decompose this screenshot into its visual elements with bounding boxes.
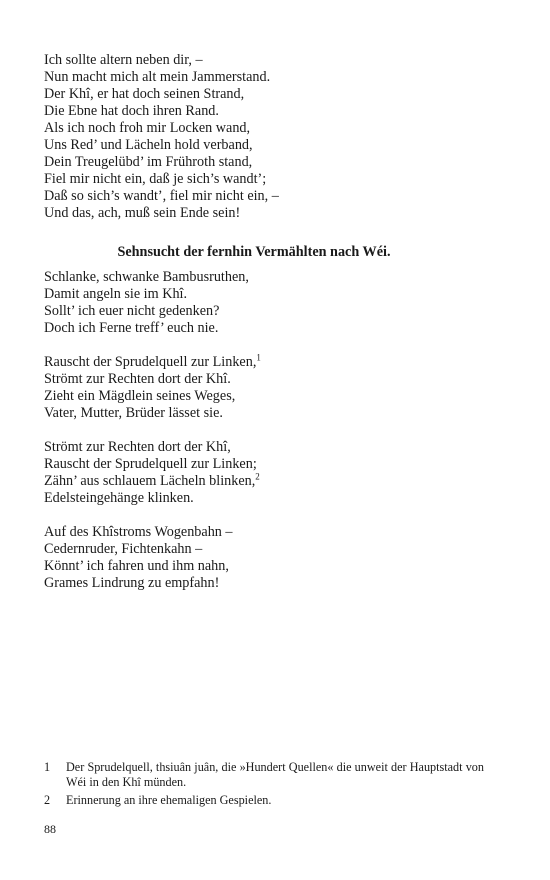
footnote-ref-2[interactable]: 2 [255,471,260,482]
poem-continuation [44,52,484,222]
footnote-2 [44,793,484,808]
verse-line: Grames Lindrung zu empfahn! [44,575,220,591]
verse-line: Strömt zur Rechten dort der Khî. [44,371,231,387]
poem-title: Sehnsucht der fernhin Vermählten nach Wéi. [117,244,391,260]
verse-line: Der Khî, er hat doch seinen Strand, [44,86,245,102]
stanza-1 [44,269,484,337]
page-number: 88 [44,822,56,836]
verse-line: Dein Treugelübd’ im Frühroth stand, [44,154,253,170]
stanza-3 [44,439,484,507]
verse-line: Vater, Mutter, Brüder lässet sie. [44,405,223,421]
verse-line [44,354,484,371]
stanza [44,52,484,222]
verse-line: Edelsteingehänge klinken. [44,490,194,506]
verse-line: Cedernruder, Fichtenkahn – [44,541,203,557]
verse-line: Die Ebne hat doch ihren Rand. [44,103,219,119]
verse-line [44,473,484,490]
footnote-number: 1 [44,760,51,774]
verse-line: Doch ich Ferne treff’ euch nie. [44,320,219,336]
verse-line: Ich sollte altern neben dir, – [44,52,203,68]
footnote-number: 2 [44,793,51,807]
verse-line: Auf des Khîstroms Wogenbahn – [44,524,233,540]
footnote-ref-1[interactable]: 1 [256,352,261,363]
verse-text: Rauscht der Sprudelquell zur Linken, [44,354,257,370]
stanza-2 [44,354,484,422]
stanza-4 [44,524,484,592]
verse-line: Zieht ein Mägdlein seines Weges, [44,388,236,404]
footnote-1 [44,760,484,790]
verse-line: Schlanke, schwanke Bambusruthen, [44,269,249,285]
verse-line: Damit angeln sie im Khî. [44,286,188,302]
verse-text: Zähn’ aus schlauem Lächeln blinken, [44,473,256,489]
verse-line: Nun macht mich alt mein Jammerstand. [44,69,271,85]
verse-line: Uns Red’ und Lächeln hold verband, [44,137,253,153]
verse-line: Rauscht der Sprudelquell zur Linken; [44,456,257,472]
verse-line: Könnt’ ich fahren und ihm nahn, [44,558,229,574]
verse-line: Und das, ach, muß sein Ende sein! [44,205,241,221]
footnote-text: Der Sprudelquell, thsiuân juân, die »Hundert Quellen« die unweit der Hauptstadt von Wéi in den Khî münden. [66,760,484,789]
footnote-text: Erinnerung an ihre ehemaligen Gespielen. [66,793,272,807]
verse-line: Strömt zur Rechten dort der Khî, [44,439,231,455]
footnotes [44,760,484,811]
verse-line: Fiel mir nicht ein, daß je sich’s wandt’; [44,171,267,187]
verse-line: Daß so sich’s wandt’, fiel mir nicht ein, – [44,188,279,204]
verse-line: Als ich noch froh mir Locken wand, [44,120,251,136]
verse-line: Sollt’ ich euer nicht gedenken? [44,303,220,319]
poem-body [44,269,484,592]
